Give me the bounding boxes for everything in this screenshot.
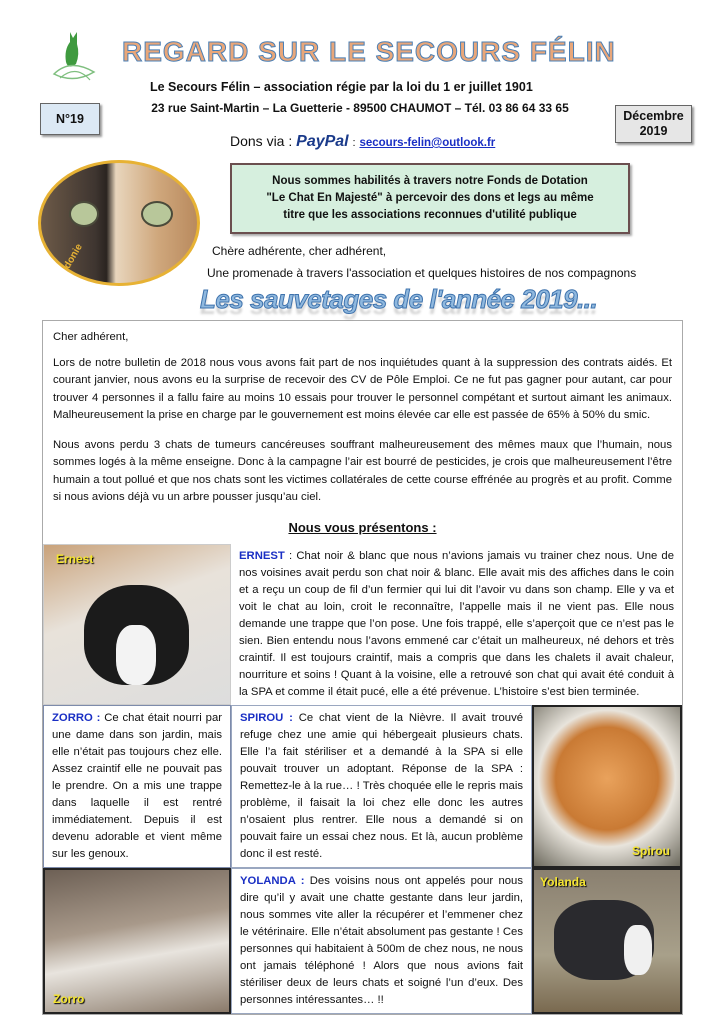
intro: Une promenade à travers l'association et quelques histoires de nos compagnons [207, 266, 637, 280]
section-heading: Nous vous présentons : [288, 519, 437, 535]
issue-date [615, 105, 692, 143]
ernest-text: : Chat noir & blanc que nous n’avions jamais vu trainer chez nous. Une de nos voisines avait perdu son chat noir & blanc. Elle avait mis des affiches dans le coin et a reçu un coup de fil d’un fermier qui lui dit l’avoir vu dans son champ. Elle y va et voit le chat au loin, croit le reconnaître, l’appelle mais il ne vient pas. Elle nous demande une trappe que l’on pose. Une fois trappé, elle s’aperçoit que ce n’est pas le sien. Bien entendu nous l’avons emmené car c’était un malheureux, né dehors et très craintif. Il est toujours craintif, mais a compris que dans les chalets il avait chaleur, nourriture et soins ! Quant à la voisine, elle a retrouvé son chat qui avait été conduit à la SPA et comme il était pucé, elle a été prévenue. L’histoire s’est bien terminée. [239, 550, 674, 698]
email-link[interactable]: secours-felin@outlook.fr [359, 137, 496, 149]
spirou-name: SPIROU : [240, 712, 293, 724]
sidonie-photo [38, 160, 200, 286]
donate-label: Dons via : [230, 133, 293, 149]
yolanda-text: Des voisins nous ont appelés pour nous dire qu’il y avait une chatte gestante dans leur jardin, nous sommes vite aller la récupérer et l’emmener chez le vétérinaire. Elle n’était absolument pas gestante ! Ces personnes qui habitaient à 500m de chez nous, ne nous ont jamais téléphoné ! Alors que nous avions fait stériliser deux de leurs chats et soigné l’un d’eux. Des personnes intéressantes… !! [240, 875, 523, 1006]
donation-line [230, 133, 495, 151]
notice-line: "Le Chat En Majesté" à percevoir des dons et legs au même [266, 192, 594, 204]
banner-heading: Les sauvetages de l'année 2019... [200, 284, 598, 314]
cat-logo-icon [50, 28, 98, 84]
ernest-caption: Ernest [56, 552, 94, 566]
zorro-text: Ce chat était nourri par une dame dans son jardin, mais elle n’était pas toujours chez elle. Assez craintif elle ne pouvait pas le prendre. On a mis une trappe dans laquelle il est rentré immédiatement. Depuis il est devenu adorable et vient même sur les genoux. [52, 712, 222, 860]
paragraph-2: Nous avons perdu 3 chats de tumeurs cancéreuses souffrant malheureusement des mêmes maux que l’humain, nous sommes logés à la même enseigne. Donc à la campagne l’air est bourré de pesticides, je crois que malheureusement l’être humain a tout pollué et que nos chats sont les victimes collatérales de cette course effrénée au progrès et au profit. Comme si nous avions déjà vu un arbre pousser jusqu’au ciel. [53, 438, 672, 503]
salutation: Cher adhérent, [53, 331, 129, 343]
separator: : [352, 137, 356, 149]
zorro-story [43, 705, 231, 868]
yolanda-caption: Yolanda [540, 875, 586, 889]
subtitle: Le Secours Félin – association régie par la loi du 1 er juillet 1901 [150, 80, 533, 94]
cat-stories [43, 544, 682, 1014]
ernest-name: ERNEST [239, 550, 285, 562]
spirou-caption: Spirou [632, 843, 670, 858]
notice-line: titre que les associations reconnues d'utilité publique [283, 209, 577, 221]
letter-box [42, 320, 683, 1015]
ernest-photo [43, 544, 231, 705]
endowment-notice [230, 163, 630, 234]
paragraph-1: Lors de notre bulletin de 2018 nous vous avons fait part de nos inquiétudes quant à la suppression des contrats aidés. Et courant janvier, nous avons eu la surprise de recevoir des CV de Pôle Emploi. Ce ne fut pas gagner pour autant, car pour trouver 4 personnes il a fallu faire au moins 10 essais pour trouver le personnel compétant et surtout aimant les animaux. Malheureusement la prise en charge par le gouvernement est moins élevée car elle est passée de 65% à 50% du smic. [53, 356, 672, 421]
yolanda-name: YOLANDA : [240, 875, 305, 887]
photo-caption: Sidonie [57, 242, 85, 279]
spirou-story [231, 705, 532, 868]
yolanda-photo [532, 868, 682, 1014]
spirou-photo [532, 705, 682, 868]
notice-line: Nous sommes habilités à travers notre Fonds de Dotation [272, 175, 588, 187]
zorro-name: ZORRO : [52, 712, 101, 724]
yolanda-story [231, 868, 532, 1014]
date-month: Décembre [623, 109, 684, 123]
paypal-logo: PayPal [296, 133, 349, 150]
greeting: Chère adhérente, cher adhérent, [212, 244, 387, 258]
issue-number: N°19 [40, 103, 100, 135]
zorro-caption: Zorro [53, 991, 85, 1006]
spirou-text: Ce chat vient de la Nièvre. Il avait trouvé refuge chez une amie qui hébergeait plusieurs chats. Elle l’a fait stériliser et a demandé à la SPA si elle pouvait trouver un adoptant. Réponse de la SPA : Remettez-le à la rue… ! Très choquée elle le repris mais problème, il faisait la loi chez elle donc les autres n’osaient plus rentrer. Elle nous a demandé si on pouvait faire un essai chez nous. Et là, aucun problème donc il est resté. [240, 712, 524, 860]
address: 23 rue Saint-Martin – La Guetterie - 89500 CHAUMOT – Tél. 03 86 64 33 65 [151, 101, 569, 115]
date-year: 2019 [639, 124, 668, 138]
ernest-story [231, 544, 682, 705]
zorro-photo [43, 868, 231, 1014]
newsletter-title: REGARD SUR LE SECOURS FÉLIN [122, 36, 616, 67]
